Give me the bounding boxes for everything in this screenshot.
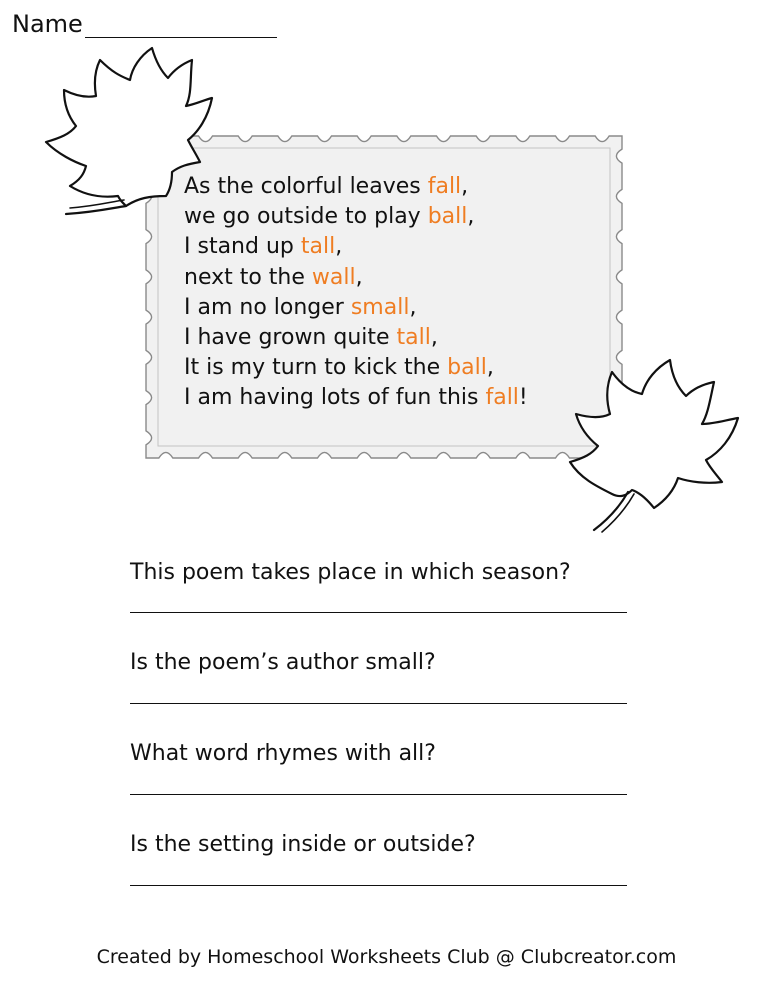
poem-line-punctuation: , (409, 294, 417, 320)
poem-line-text: I am no longer (184, 294, 351, 320)
poem-line-text: As the colorful leaves (184, 174, 428, 199)
rhyme-word: tall (396, 324, 431, 350)
answer-line-2[interactable] (130, 703, 627, 704)
poem-line-punctuation: , (461, 174, 469, 199)
rhyme-word: ball (447, 355, 487, 381)
poem-line-text: we go outside to play (184, 204, 428, 230)
poem-line-text: I stand up (184, 234, 301, 260)
answer-line-1[interactable] (130, 612, 627, 613)
rhyme-word: fall (427, 174, 462, 199)
poem-line-text: It is my turn to kick the (184, 355, 448, 381)
poem-line-punctuation: , (430, 324, 438, 350)
question-2: Is the poem’s author small? (130, 650, 436, 675)
question-1: This poem takes place in which season? (130, 560, 571, 585)
poem-line-punctuation: ! (518, 385, 528, 411)
footer-credit: Created by Homeschool Worksheets Club @ Clubcreator.com (96, 946, 677, 968)
poem-line-punctuation: , (467, 204, 475, 230)
answer-line-3[interactable] (130, 794, 627, 795)
rhyme-word: wall (311, 264, 356, 290)
poem-line (184, 172, 528, 202)
poem-line-punctuation: , (355, 264, 363, 290)
poem (184, 172, 528, 414)
poem-line (184, 202, 528, 232)
poem-line (184, 323, 528, 353)
poem-line-punctuation: , (486, 355, 494, 381)
poem-line (184, 232, 528, 262)
poem-line (184, 383, 528, 413)
name-blank-line[interactable] (85, 15, 277, 38)
maple-leaf-outline-icon (40, 46, 220, 221)
poem-line (184, 263, 528, 293)
question-3: What word rhymes with all? (130, 741, 436, 766)
rhyme-word: small (350, 294, 410, 320)
poem-line-text: next to the (184, 264, 312, 290)
poem-line-text: I am having lots of fun this (184, 385, 486, 411)
poem-line-punctuation: , (335, 234, 343, 260)
rhyme-word: tall (300, 234, 336, 260)
maple-leaf-outline-icon (566, 358, 744, 536)
question-4: Is the setting inside or outside? (130, 832, 476, 857)
name-field[interactable] (12, 10, 277, 38)
name-label: Name (12, 10, 83, 38)
poem-line (184, 293, 528, 323)
rhyme-word: fall (485, 385, 519, 411)
poem-line (184, 353, 528, 383)
answer-line-4[interactable] (130, 885, 627, 886)
poem-line-text: I have grown quite (184, 324, 397, 350)
rhyme-word: ball (427, 204, 468, 230)
